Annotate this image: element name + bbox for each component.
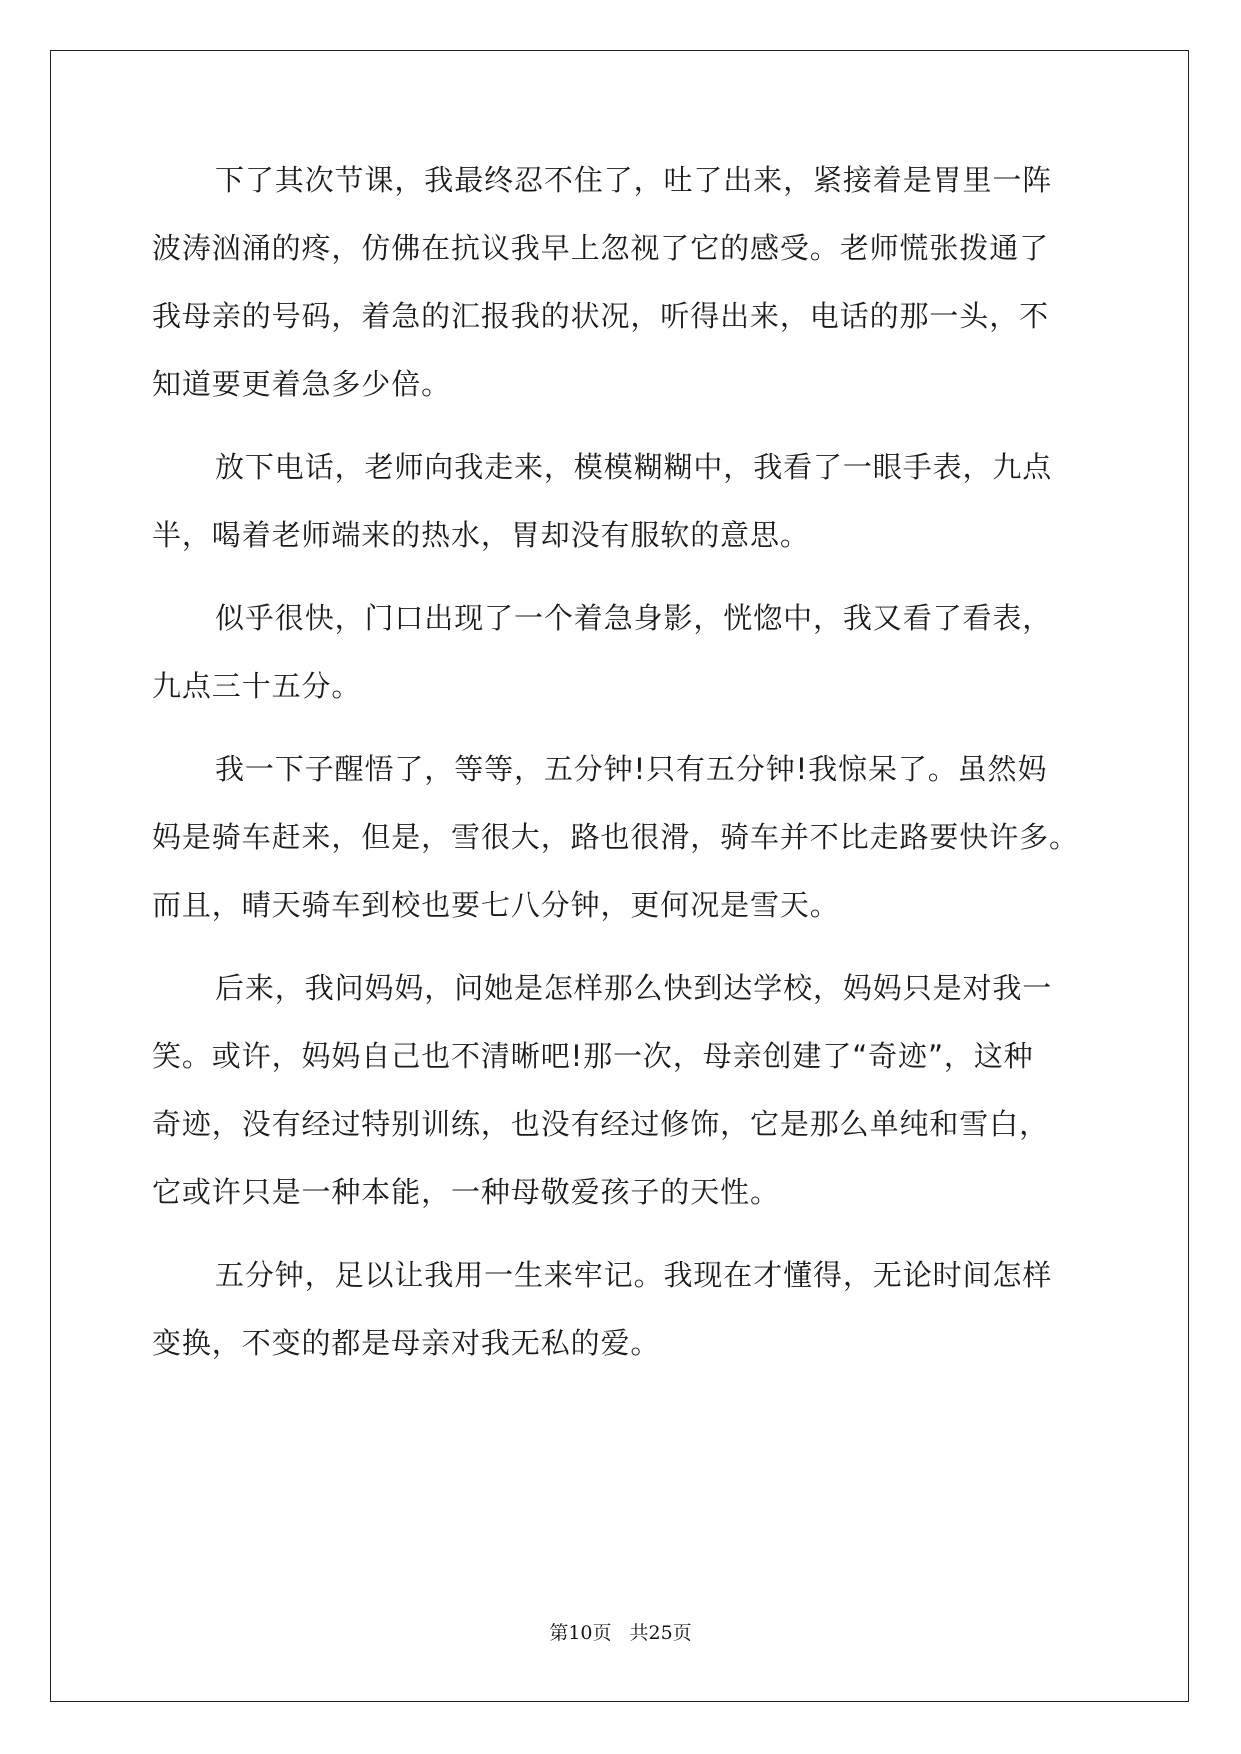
text-line: 我一下子醒悟了，等等，五分钟!只有五分钟!我惊呆了。虽然妈 — [215, 752, 1048, 786]
text-line: 波涛汹涌的疼，仿佛在抗议我早上忽视了它的感受。老师慌张拨通了 — [152, 231, 1050, 265]
text-line: 奇迹，没有经过特别训练，也没有经过修饰，它是那么单纯和雪白， — [152, 1107, 1050, 1141]
text-line: 九点三十五分。 — [152, 669, 362, 703]
text-line: 妈是骑车赶来，但是，雪很大，路也很滑，骑车并不比走路要快许多。 — [152, 820, 1079, 854]
page-footer — [0, 1621, 1241, 1645]
text-line: 半，喝着老师端来的热水，胃却没有服软的意思。 — [152, 518, 810, 552]
page-total: 共25页 — [629, 1622, 692, 1644]
page-number: 第10页 — [549, 1622, 612, 1644]
text-line: 笑。或许，妈妈自己也不清晰吧!那一次，母亲创建了“奇迹”，这种 — [152, 1039, 1034, 1073]
text-line: 它或许只是一种本能，一种母敬爱孩子的天性。 — [152, 1175, 780, 1209]
text-line: 后来，我问妈妈，问她是怎样那么快到达学校，妈妈只是对我一 — [215, 971, 1053, 1005]
text-line: 似乎很快，门口出现了一个着急身影，恍惚中，我又看了看表， — [215, 601, 1053, 635]
text-line: 变换，不变的都是母亲对我无私的爱。 — [152, 1326, 661, 1360]
text-line: 下了其次节课，我最终忍不住了，吐了出来，紧接着是胃里一阵 — [215, 163, 1053, 197]
text-line: 放下电话，老师向我走来，模模糊糊中，我看了一眼手表，九点 — [215, 450, 1053, 484]
text-line: 知道要更着急多少倍。 — [152, 367, 452, 401]
text-line: 而且，晴天骑车到校也要七八分钟，更何况是雪天。 — [152, 888, 840, 922]
text-line: 我母亲的号码，着急的汇报我的状况，听得出来，电话的那一头，不 — [152, 299, 1050, 333]
text-line: 五分钟，足以让我用一生来牢记。我现在才懂得，无论时间怎样 — [215, 1258, 1053, 1292]
